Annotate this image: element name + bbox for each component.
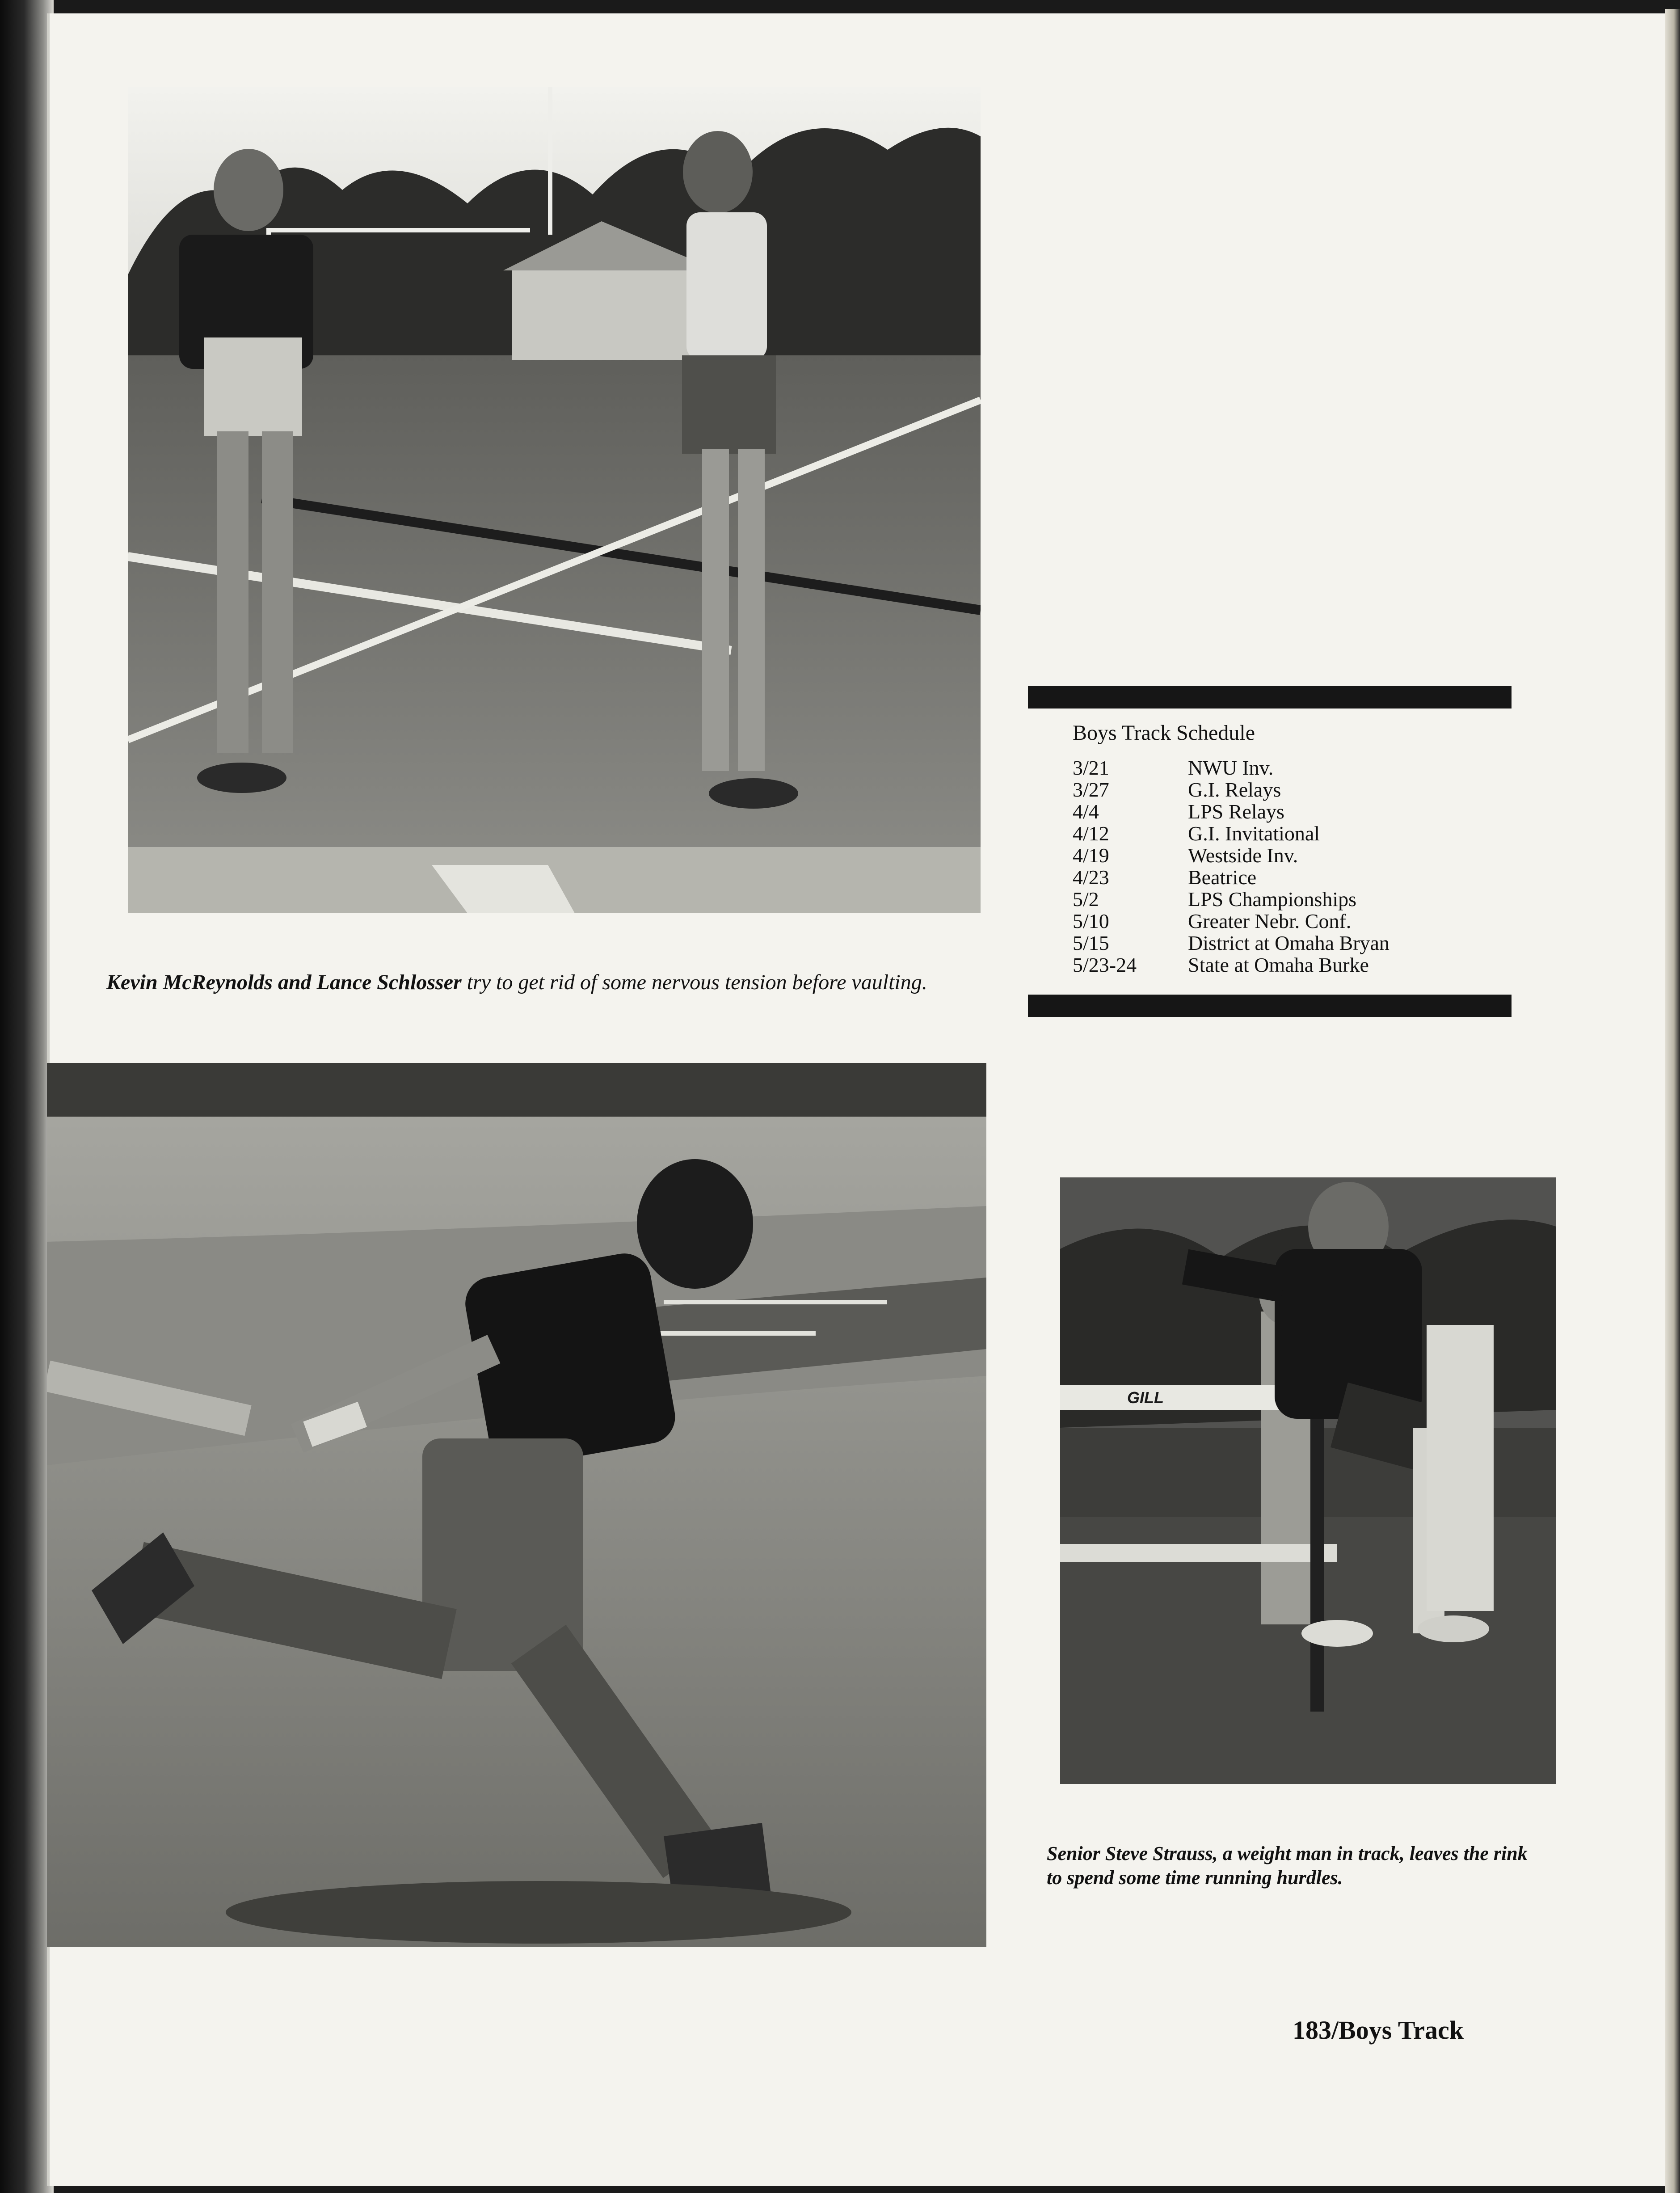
schedule-event: State at Omaha Burke bbox=[1188, 953, 1369, 976]
schedule-row bbox=[1073, 910, 1389, 932]
schedule-row bbox=[1073, 932, 1389, 954]
schedule-row bbox=[1073, 822, 1389, 844]
schedule-top-rule bbox=[1028, 686, 1512, 709]
schedule-date: 4/19 bbox=[1073, 844, 1109, 867]
hurdle-brand: GILL bbox=[1127, 1388, 1164, 1407]
schedule-event: Westside Inv. bbox=[1188, 844, 1298, 867]
vaulters-caption-names: Kevin McReynolds and Lance Schlosser bbox=[106, 970, 462, 994]
book-spine bbox=[0, 0, 54, 2193]
schedule-row bbox=[1073, 779, 1389, 801]
schedule-event: Beatrice bbox=[1188, 866, 1257, 889]
hurdle-caption: Senior Steve Strauss, a weight man in track, leaves the rink to spend some time running hurdles. bbox=[1047, 1843, 1528, 1889]
vaulters-caption bbox=[106, 970, 991, 995]
page-folio: 183/Boys Track bbox=[1293, 2016, 1464, 2045]
schedule-row bbox=[1073, 888, 1389, 910]
schedule-title: Boys Track Schedule bbox=[1073, 721, 1255, 745]
vaulters-caption-text: try to get rid of some nervous tension before vaulting. bbox=[461, 970, 927, 994]
schedule-event: LPS Championships bbox=[1188, 888, 1357, 911]
schedule-table bbox=[1073, 757, 1389, 976]
schedule-row bbox=[1073, 757, 1389, 779]
schedule-row bbox=[1073, 844, 1389, 866]
schedule-body bbox=[1073, 757, 1389, 976]
schedule-date: 4/4 bbox=[1073, 800, 1099, 823]
schedule-row bbox=[1073, 866, 1389, 888]
hurdle-photo-image bbox=[1060, 1177, 1556, 1784]
relay-photo-image bbox=[47, 1063, 986, 1947]
schedule-date: 5/15 bbox=[1073, 932, 1109, 954]
schedule-event: Greater Nebr. Conf. bbox=[1188, 910, 1352, 932]
schedule-date: 5/23-24 bbox=[1073, 953, 1137, 976]
schedule-event: LPS Relays bbox=[1188, 800, 1284, 823]
schedule-date: 5/2 bbox=[1073, 888, 1099, 911]
vaulters-photo bbox=[128, 87, 981, 913]
vaulters-photo-image bbox=[128, 87, 981, 913]
relay-photo bbox=[47, 1063, 986, 1947]
schedule-event: District at Omaha Bryan bbox=[1188, 932, 1389, 954]
schedule-event: NWU Inv. bbox=[1188, 756, 1274, 779]
schedule-bottom-rule bbox=[1028, 995, 1512, 1017]
schedule-date: 5/10 bbox=[1073, 910, 1109, 932]
hurdle-photo bbox=[1060, 1177, 1556, 1784]
page-edge bbox=[1665, 9, 1680, 2193]
schedule-row bbox=[1073, 954, 1389, 976]
schedule-date: 3/21 bbox=[1073, 756, 1109, 779]
schedule-date: 4/12 bbox=[1073, 822, 1109, 845]
schedule-row bbox=[1073, 801, 1389, 822]
schedule-date: 3/27 bbox=[1073, 778, 1109, 801]
schedule-event: G.I. Invitational bbox=[1188, 822, 1320, 845]
schedule-date: 4/23 bbox=[1073, 866, 1109, 889]
schedule-event: G.I. Relays bbox=[1188, 778, 1281, 801]
